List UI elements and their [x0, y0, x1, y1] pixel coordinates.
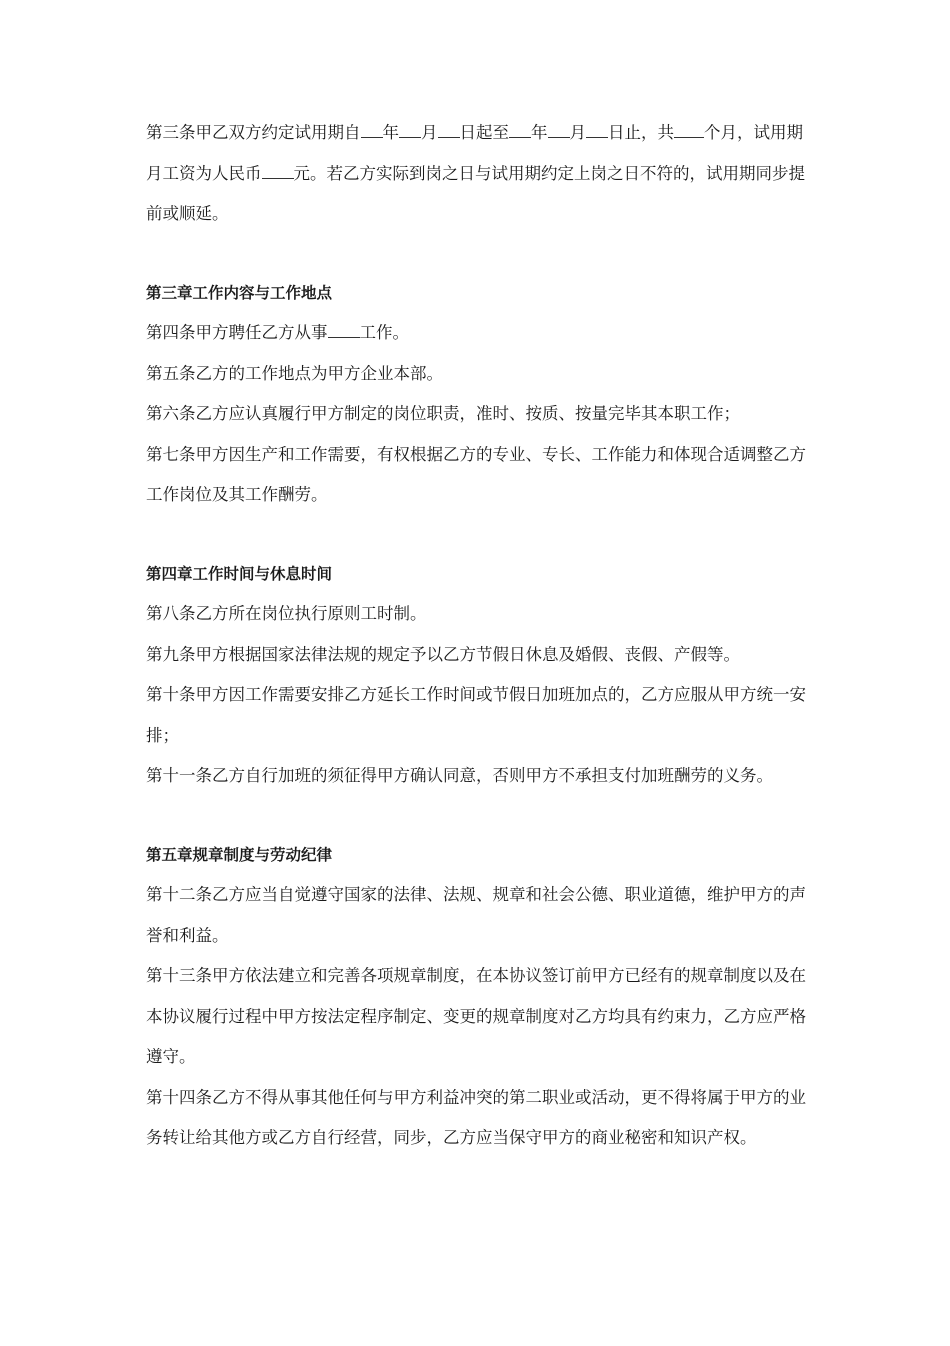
article-10: 第十条甲方因工作需要安排乙方延长工作时间或节假日加班加点的，乙方应服从甲方统一安排；	[146, 685, 806, 745]
chapter-5-title: 第五章规章制度与劳动纪律	[146, 845, 333, 864]
chapter-3-title: 第三章工作内容与工作地点	[146, 283, 333, 302]
article-4-text-2: 工作。	[359, 323, 409, 342]
article-13: 第十三条甲方依法建立和完善各项规章制度，在本协议签订前甲方已经有的规章制度以及在本协议履行过程中甲方按法定程序制定、变更的规章制度对乙方均具有约束力，乙方应严格遵守。	[146, 966, 806, 1066]
article-8: 第八条乙方所在岗位执行原则工时制。	[146, 604, 427, 623]
article-6: 第六条乙方应认真履行甲方制定的岗位职责，准时、按质、按量完毕其本职工作；	[146, 404, 740, 423]
blank-field	[328, 320, 360, 338]
article-5: 第五条乙方的工作地点为甲方企业本部。	[146, 363, 443, 383]
article-3-text-9: 元。若乙方实际到岗之日与试用期约定上岗之日不符的，试用期同步提前或顺延。	[146, 163, 805, 223]
blank-field	[361, 120, 383, 138]
blank-field	[438, 120, 460, 138]
article-3-text-3: 月	[421, 123, 438, 142]
article-4-text-1: 第四条甲方聘任乙方从事	[146, 323, 328, 342]
article-3-text-5: 年	[531, 123, 548, 142]
blank-field	[548, 120, 570, 138]
article-3-text-7: 日止，共	[608, 123, 674, 142]
article-14: 第十四条乙方不得从事其他任何与甲方利益冲突的第二职业或活动，更不得将属于甲方的业务转让给其他方或乙方自行经营，同步，乙方应当保守甲方的商业秘密和知识产权。	[146, 1087, 806, 1147]
document-page	[146, 113, 810, 1159]
article-3-text-2: 年	[382, 123, 399, 142]
article-3-text-6: 月	[569, 123, 586, 142]
blank-field	[586, 120, 608, 138]
article-3-text-4: 日起至	[459, 123, 509, 142]
article-3-text-8: 个月，试用期月工资为人民币	[146, 123, 803, 183]
article-3-text-1: 第三条甲乙双方约定试用期自	[146, 123, 361, 142]
article-9: 第九条甲方根据国家法律法规的规定予以乙方节假日休息及婚假、丧假、产假等。	[146, 644, 740, 664]
article-7: 第七条甲方因生产和工作需要，有权根据乙方的专业、专长、工作能力和体现合适调整乙方工作岗位及其工作酬劳。	[146, 444, 806, 504]
blank-field	[674, 120, 704, 138]
chapter-4-title: 第四章工作时间与休息时间	[146, 564, 333, 583]
article-3	[146, 113, 810, 235]
blank-field	[509, 120, 531, 138]
article-11: 第十一条乙方自行加班的须征得甲方确认同意，否则甲方不承担支付加班酬劳的义务。	[146, 766, 773, 785]
blank-field	[262, 161, 294, 179]
article-4	[146, 313, 810, 354]
article-12: 第十二条乙方应当自觉遵守国家的法律、法规、规章和社会公德、职业道德，维护甲方的声誉和利益。	[146, 885, 806, 945]
blank-field	[399, 120, 421, 138]
